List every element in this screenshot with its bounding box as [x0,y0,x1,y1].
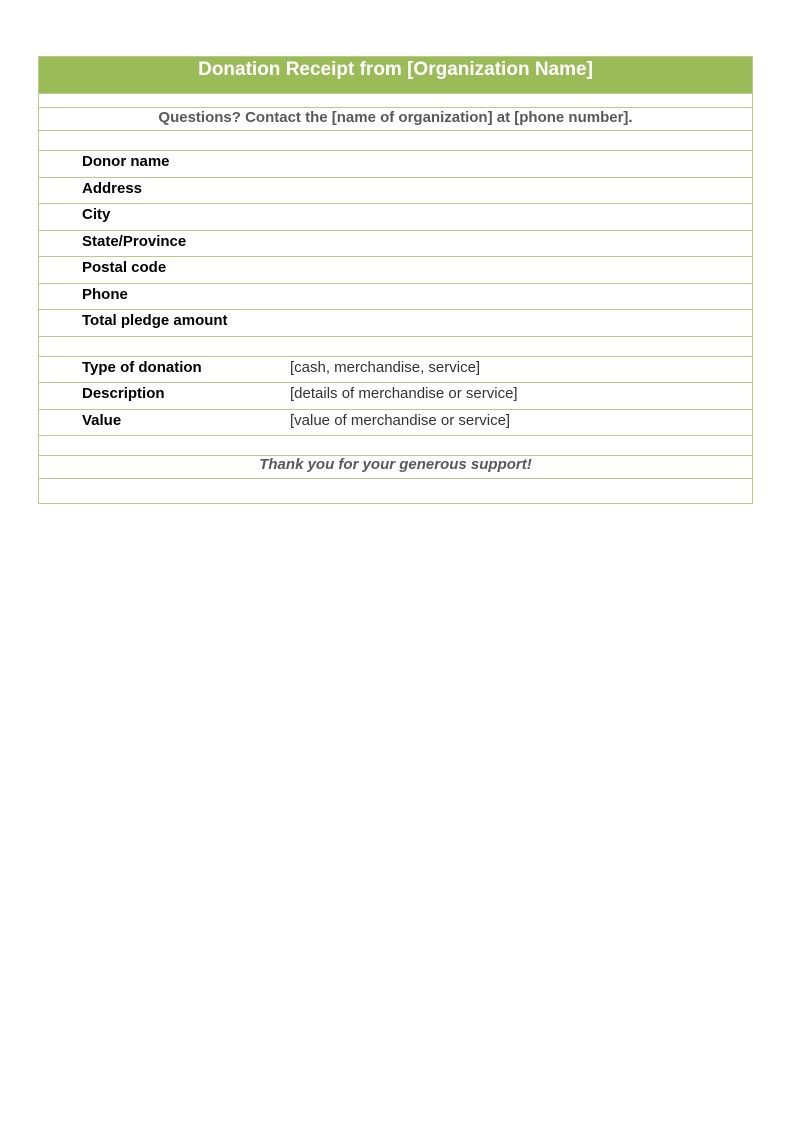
spacer-row [39,93,752,107]
field-value[interactable] [39,409,752,436]
field-label: Total pledge amount [82,312,228,329]
field-label: State/Province [82,232,187,250]
spacer-row [39,130,752,150]
field-state-province[interactable] [39,230,752,257]
field-value: [value of merchandise or service] [290,411,511,429]
field-city[interactable] [39,203,752,230]
field-type-of-donation[interactable] [39,356,752,383]
field-donor-name[interactable] [39,150,752,177]
field-value: [details of merchandise or service] [290,385,518,402]
field-label: Address [82,179,143,197]
field-phone[interactable] [39,283,752,310]
field-address[interactable] [39,177,752,204]
thanks-line: Thank you for your generous support! [39,455,752,478]
field-description[interactable] [39,382,752,409]
field-label: Phone [82,285,128,303]
contact-line: Questions? Contact the [name of organization] at [phone number]. [39,107,752,130]
field-label: Postal code [82,259,167,276]
field-label: Type of donation [82,358,202,376]
field-label: Value [82,411,122,429]
field-postal-code[interactable] [39,256,752,283]
field-label: City [82,206,111,223]
spacer-row [39,336,752,356]
field-label: Description [82,385,165,402]
receipt-title: Donation Receipt from [Organization Name] [39,57,752,93]
spacer-row [39,435,752,455]
spacer-row [39,478,752,503]
field-label: Donor name [82,153,170,170]
donation-receipt [38,56,753,504]
field-value: [cash, merchandise, service] [290,358,481,376]
field-total-pledge-amount[interactable] [39,309,752,336]
